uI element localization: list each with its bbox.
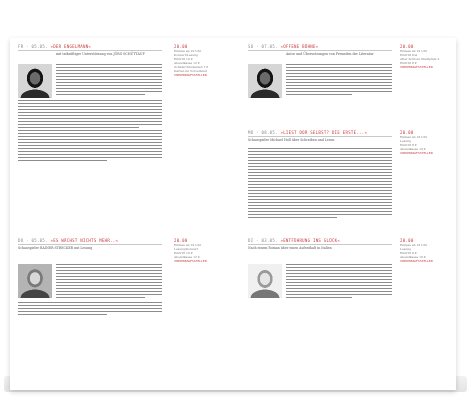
sidebar-info: Einlass ab 19 Uhr	[174, 49, 202, 53]
event-description	[286, 264, 392, 300]
event-description	[56, 264, 162, 300]
ticket-link[interactable]: VORVERKAUFSSTELLEN	[400, 259, 433, 263]
sidebar-info: Abendkasse 12 €	[174, 255, 200, 259]
event-title[interactable]: »LIEST DOR SELBST? DIE ERSTE...«	[280, 130, 368, 135]
sidebar-info: Eintritt 8 €	[400, 61, 417, 65]
divider	[248, 244, 392, 245]
divider	[248, 136, 392, 137]
ticket-link[interactable]: VORVERKAUFSSTELLEN	[400, 65, 433, 69]
event-header	[18, 44, 91, 49]
sidebar-info: Abendkasse 12 €	[174, 61, 200, 65]
sidebar-info: Abendkasse 10 €	[400, 255, 426, 259]
event-entry	[248, 44, 392, 104]
sidebar-info: Konzert/Lesung	[174, 53, 198, 57]
sidebar-info: Schüler/Studenten 7 €	[174, 65, 209, 69]
event-header	[248, 44, 318, 49]
ticket-link[interactable]: VORVERKAUFSSTELLEN	[174, 73, 207, 77]
sidebar-info: Eintritt 10 €	[174, 57, 193, 61]
sidebar-info: Einlass ab 19 Uhr	[174, 243, 202, 247]
event-subtitle: Autor und Übersetzungen von Freunden der Literatur	[286, 52, 374, 56]
event-time: 20.00	[400, 44, 414, 49]
event-date: SO · 07.05.	[248, 44, 278, 49]
event-title[interactable]: »ENTFÜHRUNG INS GLÜCK«	[280, 238, 341, 243]
sidebar-info: Abendkasse 10 €	[400, 147, 426, 151]
divider	[248, 50, 392, 51]
event-sidebar	[174, 238, 236, 263]
sidebar-info: Einlass ab 19 Uhr	[400, 49, 428, 53]
event-date: FR · 05.05.	[18, 44, 48, 49]
event-description-cont	[18, 100, 162, 163]
divider	[18, 50, 162, 51]
sidebar-info: Lesung	[400, 247, 412, 251]
event-entry	[248, 130, 392, 230]
sidebar-info: Karten im Vorverkauf	[174, 69, 207, 73]
event-date: DI · 03.05.	[248, 238, 278, 243]
event-header	[248, 130, 367, 135]
sidebar-info: Eintritt 8 €	[400, 251, 417, 255]
program-page	[10, 38, 456, 390]
event-time: 20.00	[174, 44, 188, 49]
portrait-photo	[18, 64, 52, 98]
sidebar-info: Alter Schloss Stadtplatz 2	[400, 57, 440, 61]
portrait-photo	[248, 264, 282, 298]
event-title[interactable]: »DER ENGELMANN«	[50, 44, 92, 49]
event-entry	[18, 44, 162, 172]
sidebar-info: Eintritt frei	[400, 53, 418, 57]
event-header	[248, 238, 340, 243]
event-date: MO · 08.05.	[248, 130, 278, 135]
event-time: 20.00	[400, 238, 414, 243]
ticket-link[interactable]: VORVERKAUFSSTELLEN	[400, 151, 433, 155]
sidebar-info: Eintritt 8 €	[400, 143, 417, 147]
event-subtitle: Schauspieler RAINER STRECKER mit Lesung	[18, 246, 93, 250]
event-entry	[18, 238, 162, 384]
event-date: DO · 05.05.	[18, 238, 48, 243]
event-title[interactable]: »ES WÄCHST NICHTS MEHR..«	[50, 238, 119, 243]
event-time: 20.00	[400, 130, 414, 135]
event-subtitle: Schauspieler Michael Holl über Schreiben und Lesen	[248, 138, 335, 142]
divider	[18, 244, 162, 245]
event-entry	[248, 238, 392, 378]
sidebar-info: Einlass ab 19 Uhr	[400, 135, 428, 139]
event-subtitle: Nach einem Roman über einen Aufenthalt in Italien	[248, 246, 332, 250]
event-header	[18, 238, 118, 243]
portrait-photo	[248, 64, 282, 98]
portrait-photo	[18, 264, 52, 298]
event-description-cont	[18, 302, 162, 317]
sidebar-info: Eintritt 10 €	[174, 251, 193, 255]
ticket-link[interactable]: VORVERKAUFSSTELLEN	[174, 259, 207, 263]
event-title[interactable]: »OFFENE BÜHNE«	[280, 44, 319, 49]
event-sidebar	[400, 238, 454, 263]
event-description	[248, 148, 392, 220]
event-description	[56, 64, 162, 97]
sidebar-info: Lesung/Konzert	[174, 247, 198, 251]
event-sidebar	[400, 130, 454, 155]
sidebar-info: Einlass ab 19 Uhr	[400, 243, 428, 247]
event-time: 20.00	[174, 238, 188, 243]
sidebar-info: Lesung	[400, 139, 412, 143]
event-description	[286, 64, 392, 97]
event-sidebar	[400, 44, 454, 69]
event-subtitle: mit tatkräftiger Unterstützung von JÖRG SCHÜTTAUF	[56, 52, 145, 56]
event-sidebar	[174, 44, 236, 77]
